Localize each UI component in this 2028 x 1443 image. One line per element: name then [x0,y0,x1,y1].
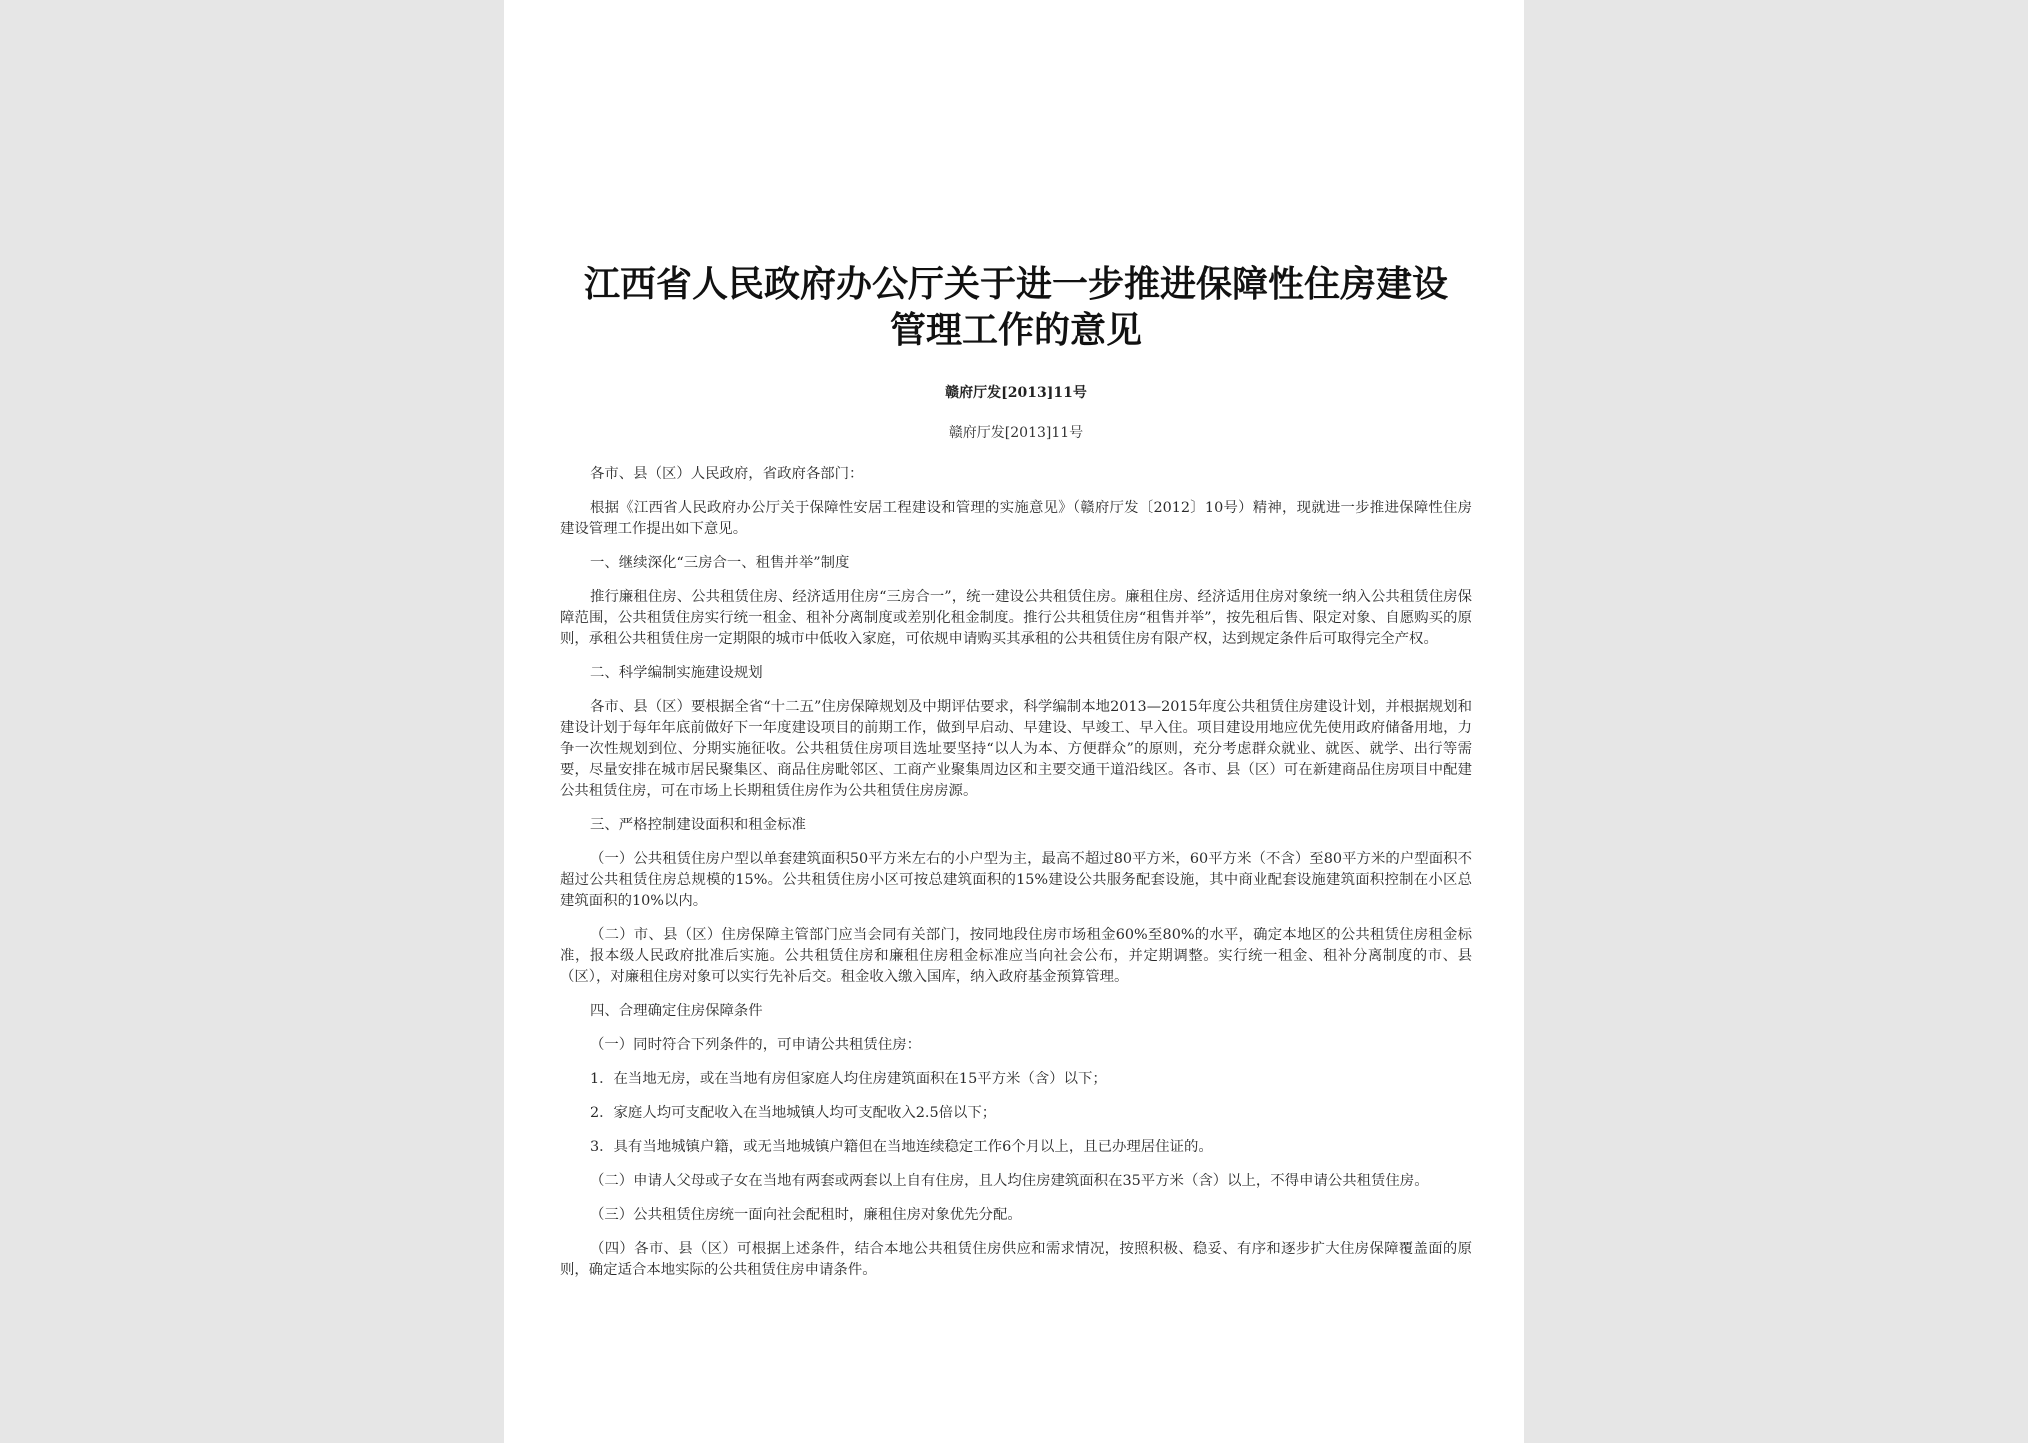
paragraph-4-2: （二）申请人父母或子女在当地有两套或两套以上自有住房，且人均住房建筑面积在35平方米（含）以上，不得申请公共租赁住房。 [590,1173,1429,1189]
paragraph-2: 各市、县（区）要根据全省“十二五”住房保障规划及中期评估要求，科学编制本地2013—2015年度公共租赁住房建设计划，并根据规划和建设计划于每年年底前做好下一年度建设项目的前期工作，做到早启动、早建设、早竣工、早入住。项目建设用地应优先使用政府储备用地，力争一次性规划到位、分期实施征收。公共租赁住房项目选址要坚持“以人为本、方便群众”的原则，充分考虑群众就业、就医、就学、出行等需要，尽量安排在城市居民聚集区、商品住房毗邻区、工商产业聚集周边区和主要交通干道沿线区。各市、县（区）可在新建商品住房项目中配建公共租赁住房，可在市场上长期租赁住房作为公共租赁住房房源。 [560,699,1472,799]
document-content [560,262,1472,1281]
section-heading-4: 四、合理确定住房保障条件 [590,1003,763,1019]
paragraph-intro: 根据《江西省人民政府办公厅关于保障性安居工程建设和管理的实施意见》（赣府厅发〔2012〕10号）精神，现就进一步推进保障性住房建设管理工作提出如下意见。 [560,500,1472,537]
title-line-1: 江西省人民政府办公厅关于进一步推进保障性住房建设 [583,264,1448,305]
section-heading-1: 一、继续深化“三房合一、租售并举”制度 [590,555,850,571]
title-line-2: 管理工作的意见 [889,310,1142,351]
list-item-3: 3．具有当地城镇户籍，或无当地城镇户籍但在当地连续稳定工作6个月以上，且已办理居住证的。 [590,1139,1213,1155]
paragraph-1: 推行廉租住房、公共租赁住房、经济适用住房“三房合一”，统一建设公共租赁住房。廉租住房、经济适用住房对象统一纳入公共租赁住房保障范围，公共租赁住房实行统一租金、租补分离制度或差别化租金制度。推行公共租赁住房“租售并举”，按先租后售、限定对象、自愿购买的原则，承租公共租赁住房一定期限的城市中低收入家庭，可依规申请购买其承租的公共租赁住房有限产权，达到规定条件后可取得完全产权。 [560,589,1472,647]
document-number-heading: 赣府厅发[2013]11号 [945,385,1087,401]
section-heading-2: 二、科学编制实施建设规划 [590,665,763,681]
list-item-1: 1．在当地无房，或在当地有房但家庭人均住房建筑面积在15平方米（含）以下； [590,1071,1107,1087]
document-page [504,0,1524,1443]
section-heading-3: 三、严格控制建设面积和租金标准 [590,817,806,833]
paragraph-4-3: （三）公共租赁住房统一面向社会配租时，廉租住房对象优先分配。 [590,1207,1022,1223]
paragraph-4-1: （一）同时符合下列条件的，可申请公共租赁住房： [590,1037,921,1053]
document-number: 赣府厅发[2013]11号 [948,425,1084,441]
paragraph-4-4: （四）各市、县（区）可根据上述条件，结合本地公共租赁住房供应和需求情况，按照积极、稳妥、有序和逐步扩大住房保障覆盖面的原则，确定适合本地实际的公共租赁住房申请条件。 [560,1241,1472,1278]
paragraph-3-2: （二）市、县（区）住房保障主管部门应当会同有关部门，按同地段住房市场租金60%至80%的水平，确定本地区的公共租赁住房租金标准，报本级人民政府批准后实施。公共租赁住房和廉租住房租金标准应当向社会公布，并定期调整。实行统一租金、租补分离制度的市、县（区），对廉租住房对象可以实行先补后交。租金收入缴入国库，纳入政府基金预算管理。 [560,927,1472,985]
salutation: 各市、县（区）人民政府，省政府各部门： [590,466,864,482]
list-item-2: 2．家庭人均可支配收入在当地城镇人均可支配收入2.5倍以下； [590,1105,997,1121]
paragraph-3-1: （一）公共租赁住房户型以单套建筑面积50平方米左右的小户型为主，最高不超过80平方米，60平方米（不含）至80平方米的户型面积不超过公共租赁住房总规模的15%。公共租赁住房小区可按总建筑面积的15%建设公共服务配套设施，其中商业配套设施建筑面积控制在小区总建筑面积的10%以内。 [560,851,1472,909]
document-title [560,262,1472,354]
